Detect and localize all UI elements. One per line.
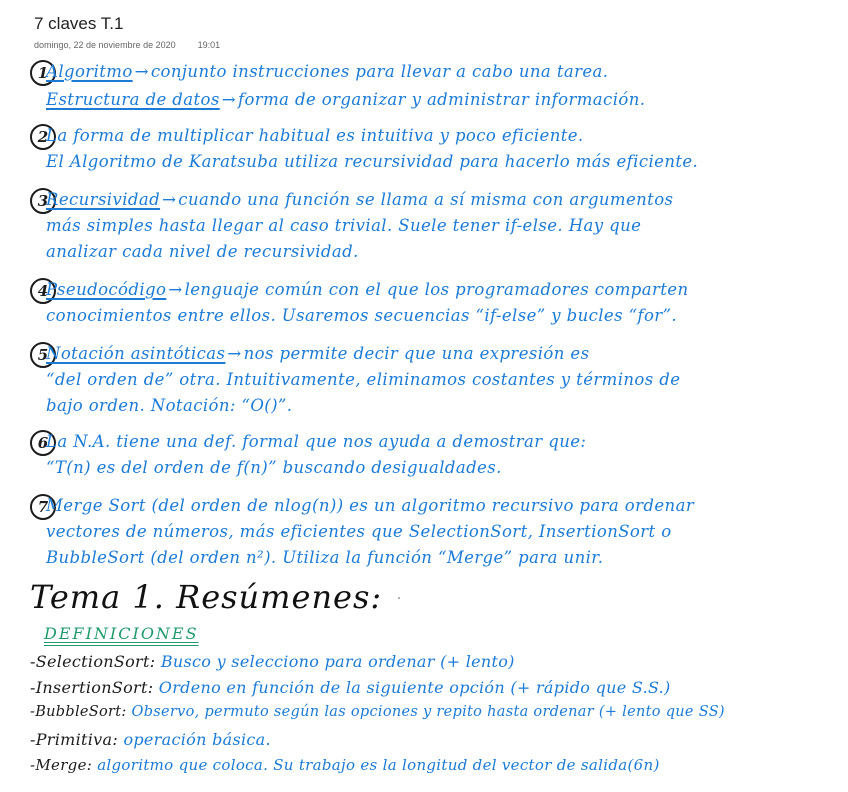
term-notacion-asintoticas: Notación asintóticas <box>46 344 226 363</box>
item-number-2: 2 <box>30 124 56 150</box>
definition-term: -Primitiva: <box>30 730 119 749</box>
definition-row <box>30 730 271 749</box>
note-timestamp <box>34 40 220 50</box>
definition-desc: operación básica. <box>123 730 271 749</box>
item-3-line-3: analizar cada nivel de recursividad. <box>46 242 359 261</box>
item-4-line-1 <box>46 280 689 299</box>
term-recursividad: Recursividad <box>46 190 161 209</box>
definition-text: forma de organizar y administrar información. <box>237 90 646 109</box>
item-5-line-1 <box>46 344 589 363</box>
definition-row <box>30 678 671 697</box>
definition-text: cuando una función se llama a sí misma con argumentos <box>178 190 674 209</box>
definition-row <box>30 756 660 774</box>
item-6-line-2: “T(n) es del orden de f(n)” buscando desigualdades. <box>46 458 502 477</box>
definition-desc: Ordeno en función de la siguiente opción (+ rápido que S.S.) <box>158 678 671 697</box>
definition-row <box>30 652 515 671</box>
arrow-icon: → <box>168 280 183 299</box>
item-3-line-2: más simples hasta llegar al caso trivial. Suele tener if-else. Hay que <box>46 216 642 235</box>
definition-desc: Observo, permuto según las opciones y repito hasta ordenar (+ lento que SS) <box>131 704 725 720</box>
arrow-icon: → <box>162 190 177 209</box>
arrow-icon: → <box>221 90 236 109</box>
term-pseudocodigo: Pseudocódigo <box>46 280 167 299</box>
definition-term: -SelectionSort: <box>30 652 156 671</box>
item-number-7: 7 <box>30 494 56 520</box>
definition-term: -BubbleSort: <box>30 704 127 720</box>
definition-text: lenguaje común con el que los programadores comparten <box>184 280 689 299</box>
item-2-line-1: La forma de multiplicar habitual es intuitiva y poco eficiente. <box>46 126 584 145</box>
item-number-1: 1 <box>30 60 56 86</box>
item-4-line-2: conocimientos entre ellos. Usaremos secuencias “if-else” y bucles “for”. <box>46 306 678 325</box>
item-number-4: 4 <box>30 278 56 304</box>
arrow-icon: → <box>227 344 242 363</box>
item-2-line-2: El Algoritmo de Karatsuba utiliza recursividad para hacerlo más eficiente. <box>46 152 699 171</box>
definition-desc: algoritmo que coloca. Su trabajo es la longitud del vector de salida(6n) <box>97 756 660 774</box>
item-1-line-2 <box>46 90 645 109</box>
item-7-line-3: BubbleSort (del orden n²). Utiliza la función “Merge” para unir. <box>46 548 604 567</box>
note-date: domingo, 22 de noviembre de 2020 <box>34 40 176 50</box>
definition-row <box>30 704 725 720</box>
item-6-line-1: La N.A. tiene una def. formal que nos ayuda a demostrar que: <box>46 432 587 451</box>
definition-term: -Merge: <box>30 756 93 774</box>
item-1-line-1 <box>46 62 608 81</box>
item-number-5: 5 <box>30 342 56 368</box>
definition-text: nos permite decir que una expresión es <box>243 344 590 363</box>
definition-text: conjunto instrucciones para llevar a cabo una tarea. <box>150 62 609 81</box>
item-number-3: 3 <box>30 188 56 214</box>
item-7-line-1: Merge Sort (del orden de nlog(n)) es un algoritmo recursivo para ordenar <box>46 496 695 515</box>
stray-ink-dot <box>398 597 400 599</box>
item-7-line-2: vectores de números, más eficientes que SelectionSort, InsertionSort o <box>46 522 672 541</box>
definitions-subheading: DEFINICIONES <box>44 624 199 643</box>
term-algoritmo: Algoritmo <box>46 62 133 81</box>
item-5-line-3: bajo orden. Notación: “O()”. <box>46 396 293 415</box>
definition-term: -InsertionSort: <box>30 678 154 697</box>
term-estructura-de-datos: Estructura de datos <box>46 90 220 109</box>
item-5-line-2: “del orden de” otra. Intuitivamente, eliminamos costantes y términos de <box>46 370 681 389</box>
item-3-line-1 <box>46 190 673 209</box>
definition-desc: Busco y selecciono para ordenar (+ lento) <box>160 652 515 671</box>
note-time: 19:01 <box>197 40 221 50</box>
item-number-6: 6 <box>30 430 56 456</box>
summary-heading: Tema 1. Resúmenes: <box>30 578 383 616</box>
arrow-icon: → <box>134 62 149 81</box>
page-title: 7 claves T.1 <box>34 14 124 33</box>
